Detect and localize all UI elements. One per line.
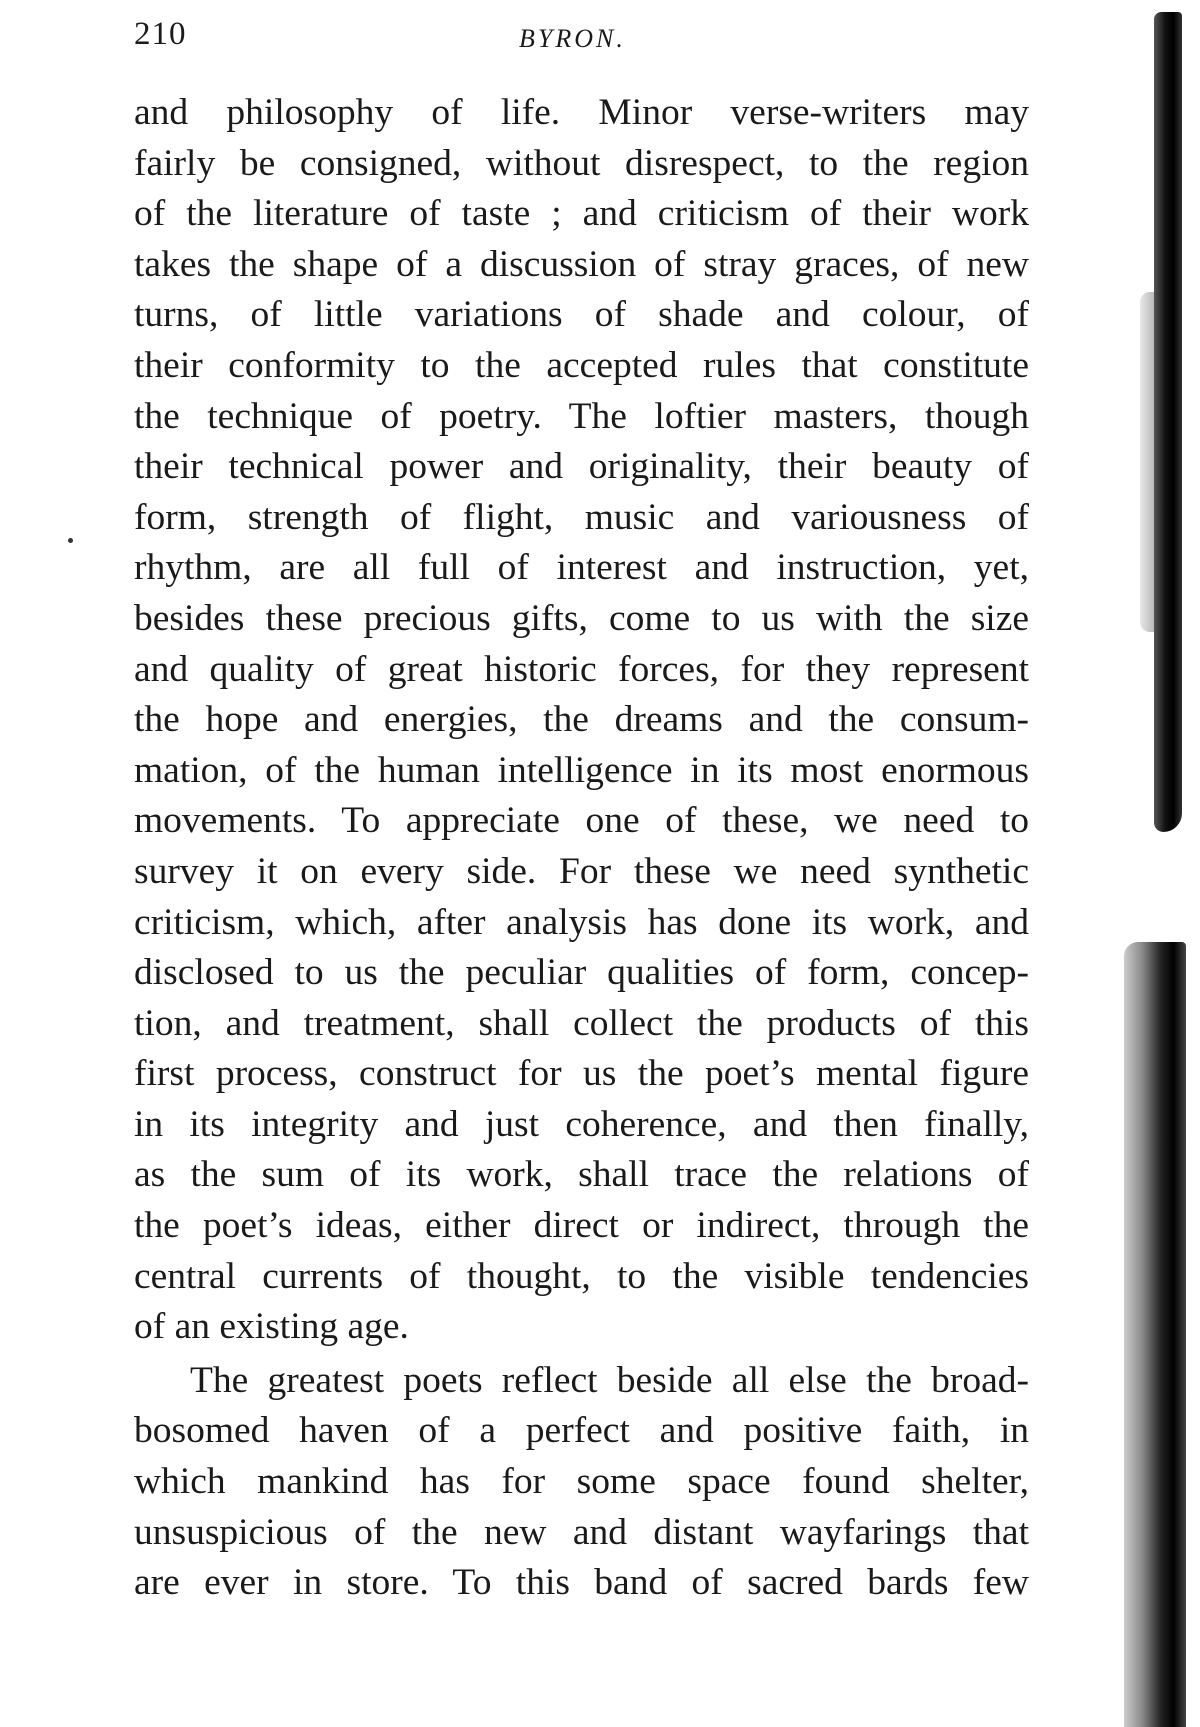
text-line: the hope and energies, the dreams and the consum- [134,699,1029,741]
text-line: besides these precious gifts, come to us with the size [134,597,1029,639]
text-line: criticism, which, after analysis has done its work, and [134,901,1029,943]
body-text [134,88,1029,1609]
text-line: takes the shape of a discussion of stray graces, of new [134,243,1029,285]
text-line: turns, of little variations of shade and colour, of [134,294,1029,336]
running-head: BYRON. [519,24,626,53]
paragraph [134,1356,1029,1609]
text-line: first process, construct for us the poet’s mental figure [134,1053,1029,1095]
text-line: their conformity to the accepted rules that constitute [134,344,1029,386]
text-line: survey it on every side. For these we need synthetic [134,850,1029,892]
text-line: and philosophy of life. Minor verse-writers may [134,92,1029,133]
text-line: the poet’s ideas, either direct or indirect, through the [134,1205,1029,1247]
page-header [134,16,1029,66]
text-line: are ever in store. To this band of sacred bards few [134,1562,1029,1604]
text-line: form, strength of flight, music and variousness of [134,496,1029,538]
ink-speck [68,538,73,543]
text-line: the technique of poetry. The loftier masters, though [134,395,1029,437]
text-line: their technical power and originality, their beauty of [134,446,1029,488]
text-line: which mankind has for some space found shelter, [134,1461,1029,1503]
text-line: as the sum of its work, shall trace the relations of [134,1154,1029,1196]
text-line: bosomed haven of a perfect and positive faith, in [134,1410,1029,1452]
text-line: of an existing age. [134,1306,409,1348]
shadow-band [1154,12,1182,832]
text-line: in its integrity and just coherence, and then finally, [134,1103,1029,1145]
text-line: central currents of thought, to the visible tendencies [134,1255,1029,1297]
text-line: unsuspicious of the new and distant wayfarings that [134,1511,1029,1553]
text-line: movements. To appreciate one of these, we need to [134,800,1029,842]
text-line: disclosed to us the peculiar qualities of form, concep- [134,952,1029,994]
text-line: mation, of the human intelligence in its most enormous [134,749,1029,791]
paragraph [134,88,1029,1353]
text-line: rhythm, are all full of interest and instruction, yet, [134,547,1029,589]
text-line: of the literature of taste ; and criticism of their work [134,193,1029,235]
page-number: 210 [134,16,187,52]
text-line: fairly be consigned, without disrespect, to the region [134,142,1029,184]
shadow-band [1124,942,1186,1727]
text-line: The greatest poets reflect beside all else the broad- [190,1359,1029,1401]
binding-shadow [1110,12,1200,1727]
text-line: tion, and treatment, shall collect the products of this [134,1002,1029,1044]
text-line: and quality of great historic forces, for they represent [134,648,1029,690]
